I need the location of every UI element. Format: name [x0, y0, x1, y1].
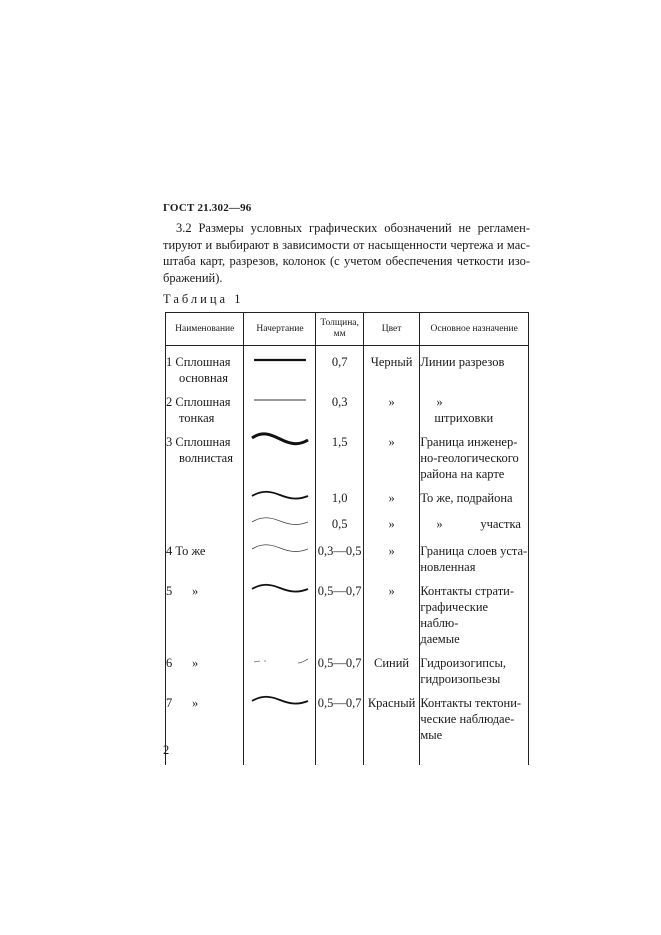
cell-name	[166, 426, 244, 482]
purpose-line1: Контакты тектони-	[420, 696, 522, 710]
cell-name	[166, 346, 244, 387]
cell-name-line1	[166, 482, 243, 490]
color-value: Синий	[374, 656, 410, 670]
thickness-value: 0,5—0,7	[317, 584, 362, 598]
purpose-line1: »	[436, 517, 443, 531]
cell-color	[363, 575, 420, 647]
cell-color	[363, 482, 420, 508]
color-value: »	[388, 395, 395, 409]
header-color: Цвет	[363, 313, 420, 346]
cell-purpose	[420, 575, 529, 647]
cell-purpose	[420, 687, 529, 745]
paragraph-line: штаба карт, разрезов, колонок (с учетом обеспечения четкости изо-	[163, 254, 530, 268]
cell-color	[363, 386, 420, 426]
cell-thickness	[316, 647, 363, 687]
purpose-line2: графические наблю-	[420, 600, 489, 630]
cell-name-line2: волнистая	[179, 451, 233, 465]
cell-name-line2: »	[192, 656, 199, 670]
paragraph-3-2	[163, 220, 530, 286]
table-row	[166, 386, 529, 426]
cell-name-line1: 6	[166, 656, 173, 670]
symbols-table	[165, 312, 529, 765]
page-number: 2	[163, 743, 170, 757]
cell-color	[363, 687, 420, 745]
table-row	[166, 426, 529, 482]
thickness-value: 0,3	[331, 395, 348, 409]
line-sample-wavy-medium	[248, 581, 312, 597]
cell-color	[363, 426, 420, 482]
cell-thickness	[316, 508, 363, 535]
color-value: »	[388, 491, 395, 505]
thickness-value: 1,5	[331, 435, 348, 449]
cell-line-sample	[244, 508, 316, 535]
thickness-value: 0,7	[331, 355, 348, 369]
cell-purpose	[420, 482, 529, 508]
purpose-line1: Гидроизогипсы,	[420, 656, 507, 670]
cell-name	[166, 535, 244, 575]
purpose-line2: ческие наблюдае-	[420, 712, 515, 726]
thickness-value: 0,5—0,7	[317, 656, 362, 670]
purpose-line3: района на карте	[420, 467, 505, 481]
cell-line-sample	[244, 482, 316, 508]
cell-name-line1	[166, 508, 243, 516]
header-name: Наименование	[166, 313, 244, 346]
thickness-value: 0,3—0,5	[317, 544, 362, 558]
purpose-line3: даемые	[420, 632, 460, 646]
purpose-line1: Контакты страти-	[420, 584, 515, 598]
header-drawing: Начертание	[244, 313, 316, 346]
cell-line-sample	[244, 426, 316, 482]
cell-line-sample	[244, 346, 316, 387]
cell-name	[166, 687, 244, 745]
line-sample-wavy-thin	[248, 514, 312, 530]
spacer-cell	[420, 745, 529, 765]
cell-color	[363, 508, 420, 535]
purpose-line2: новленная	[420, 560, 476, 574]
table-caption: Таблица 1	[163, 292, 244, 306]
purpose-line3: мые	[420, 728, 443, 742]
color-value: Красный	[367, 696, 416, 710]
line-sample-solid-thin	[248, 392, 312, 408]
spacer-cell	[166, 745, 244, 765]
cell-name-line1: 1 Сплошная	[166, 355, 231, 369]
cell-name	[166, 575, 244, 647]
spacer-cell	[363, 745, 420, 765]
cell-purpose	[420, 535, 529, 575]
paragraph-line: бражений).	[163, 270, 223, 285]
color-value: »	[388, 435, 395, 449]
purpose-line1: То же, подрайона	[420, 491, 513, 505]
cell-color	[363, 346, 420, 387]
cell-purpose	[420, 508, 529, 535]
cell-thickness	[316, 535, 363, 575]
line-sample-wavy-medium	[248, 488, 312, 504]
cell-name-line1: 4 То же	[166, 544, 206, 558]
purpose-line1: Линии разрезов	[420, 355, 505, 369]
paragraph-line: тируют и выбирают в зависимости от насыщенности чертежа и мас-	[163, 237, 530, 252]
cell-purpose	[420, 386, 529, 426]
table-row	[166, 482, 529, 508]
cell-name-line1: 2 Сплошная	[166, 395, 231, 409]
table-row	[166, 346, 529, 387]
cell-thickness	[316, 426, 363, 482]
cell-purpose	[420, 426, 529, 482]
color-value: Черный	[370, 355, 413, 369]
line-sample-wavy-thin	[248, 541, 312, 557]
paragraph-line: 3.2 Размеры условных графических обозначений не регламен-	[176, 221, 530, 235]
table-row	[166, 508, 529, 535]
table-row	[166, 575, 529, 647]
color-value: »	[388, 584, 395, 598]
purpose-line2: штриховки	[434, 411, 494, 425]
cell-thickness	[316, 575, 363, 647]
table-row	[166, 647, 529, 687]
cell-name	[166, 508, 244, 535]
cell-line-sample	[244, 647, 316, 687]
purpose-line2: участка	[480, 517, 521, 531]
table-spacer-row	[166, 745, 529, 765]
line-sample-wavy-faint	[248, 653, 312, 669]
purpose-line2: но-геологического	[420, 451, 519, 465]
cell-line-sample	[244, 535, 316, 575]
cell-name-line1: 5	[166, 584, 173, 598]
cell-purpose	[420, 346, 529, 387]
cell-color	[363, 647, 420, 687]
cell-thickness	[316, 386, 363, 426]
cell-thickness	[316, 687, 363, 745]
document-code: ГОСТ 21.302—96	[163, 202, 252, 214]
cell-thickness	[316, 482, 363, 508]
purpose-line1: »	[436, 395, 443, 409]
cell-line-sample	[244, 386, 316, 426]
header-thickness-line2: мм	[333, 329, 346, 339]
line-sample-solid-thick	[248, 352, 312, 368]
cell-color	[363, 535, 420, 575]
cell-name-line1: 7	[166, 696, 173, 710]
cell-name	[166, 482, 244, 508]
line-sample-wavy-medium	[248, 693, 312, 709]
cell-line-sample	[244, 687, 316, 745]
line-sample-wavy-thick	[248, 432, 312, 448]
thickness-value: 0,5—0,7	[317, 696, 362, 710]
table-row	[166, 687, 529, 745]
header-thickness-line1: Толщина,	[320, 318, 359, 328]
cell-name-line2: »	[192, 584, 199, 598]
color-value: »	[388, 517, 395, 531]
spacer-cell	[316, 745, 363, 765]
purpose-line2: гидроизопьезы	[420, 672, 501, 686]
cell-thickness	[316, 346, 363, 387]
cell-name-line1: 3 Сплошная	[166, 435, 231, 449]
purpose-line1: Граница инженер-	[420, 435, 518, 449]
cell-name-line2: тонкая	[179, 411, 215, 425]
table-row	[166, 535, 529, 575]
purpose-line1: Граница слоев уста-	[420, 544, 528, 558]
thickness-value: 0,5	[331, 517, 348, 531]
spacer-cell	[244, 745, 316, 765]
cell-name-line2: »	[192, 696, 199, 710]
table-header-row	[166, 313, 529, 346]
cell-name-line2: основная	[179, 371, 228, 385]
color-value: »	[388, 544, 395, 558]
header-thickness	[316, 313, 363, 346]
cell-name	[166, 386, 244, 426]
cell-purpose	[420, 647, 529, 687]
cell-name	[166, 647, 244, 687]
cell-line-sample	[244, 575, 316, 647]
thickness-value: 1,0	[331, 491, 348, 505]
header-purpose: Основное назначение	[420, 313, 529, 346]
